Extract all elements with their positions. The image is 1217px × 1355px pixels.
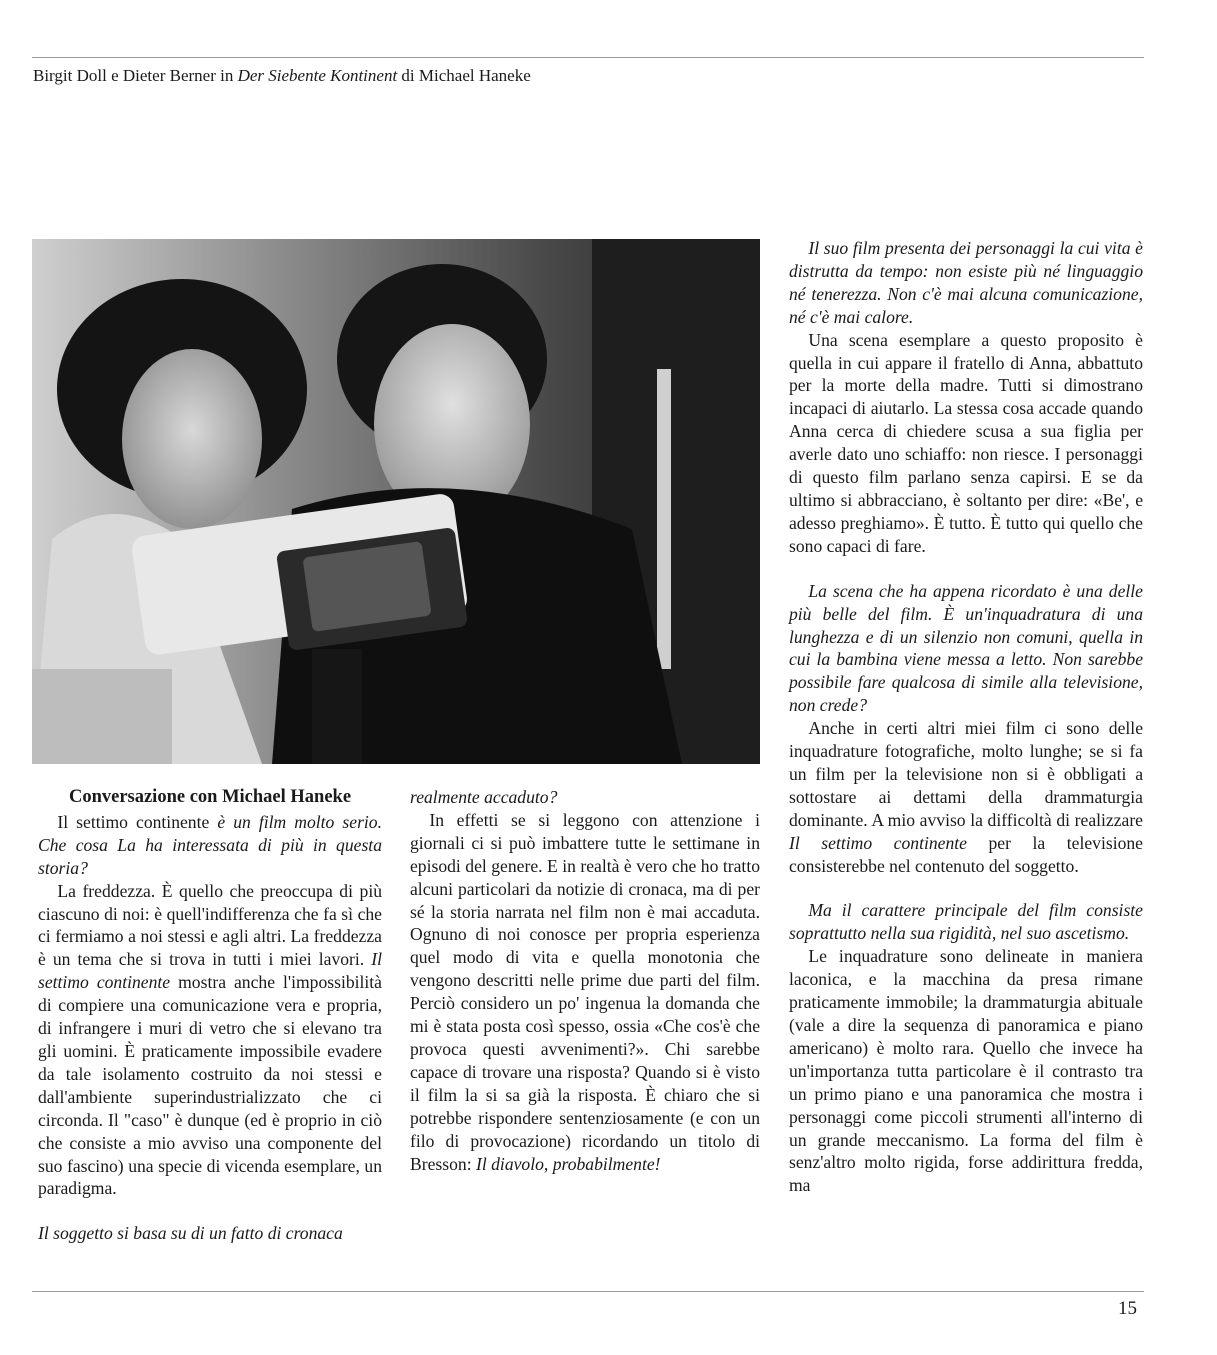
question-2-end: realmente accaduto? — [410, 787, 558, 807]
a4-part1: Anche in certi altri miei film ci sono delle inquadrature fotografiche, molto lunghe; se si fa un film per la televisione non si è obbligati a sottostare ai dettami della drammaturgia dominante. A mio avviso la difficoltà di realizzare — [789, 718, 1143, 830]
answer-4 — [789, 717, 1143, 877]
a2-title: Il diavolo, probabilmente! — [475, 1153, 661, 1174]
question-2-start: Il soggetto si basa su di un fatto di cronaca — [38, 1223, 343, 1244]
a4-part2: per la televisione consisterebbe nel contenuto del soggetto. — [789, 832, 1143, 876]
answer-1 — [38, 880, 382, 1201]
photo-caption — [33, 66, 531, 86]
a2-part1: In effetti se si leggono con attenzione i giornali ci si può imbattere tutte le settimane in episodi del genere. E in realtà è vero che ho tratto alcuni particolari da notizie di cronaca, ma di per sé la storia narrata nel film non è mai accaduta. Ognuno di noi conosce per propria esperienza quel modo di vita e quella monotonia che vengono descritti nelle prime due parti del film. Perciò considero un po' ingenua la domanda che mi è stata posta così spesso, ossia «Che cos'è che provoca questi avvenimenti?». Chi sarebbe capace di trovare una risposta? Quando si è visto il film la si sa già la risposta. È chiaro che si potrebbe rispondere sentenziosamente (e con un filo di provocazione) ricordando un titolo di Bresson: — [410, 809, 760, 1174]
interview-heading: Conversazione con Michael Haneke — [68, 787, 352, 807]
q1-rest: è un film molto serio. Che cosa La ha interessata di più in questa storia? — [38, 811, 382, 878]
column-right — [789, 237, 1143, 1197]
caption-prefix: Birgit Doll e Dieter Berner in — [33, 66, 238, 85]
column-left — [38, 786, 382, 1245]
question-5: Ma il carattere principale del film consiste soprattutto nella sua rigidità, nel suo ascetismo. — [789, 900, 1143, 944]
answer-5: Le inquadrature sono delineate in maniera laconica, e la macchina da presa rimane praticamente immobile; la drammaturgia abituale (vale a dire la sequenza di panoramica e piano americano) è molto rara. Quello che invece ha un'importanza tutta particolare è il contrasto tra un primo piano e una panoramica che mostra i personaggi come piccoli strumenti all'interno di un grande meccanismo. La forma del film è senz'altro molto rigida, forse addirittura fredda, ma — [789, 946, 1143, 1196]
caption-film-title: Der Siebente Kontinent — [237, 66, 398, 85]
a4-title: Il settimo continente — [789, 832, 967, 853]
film-still-photo — [32, 239, 760, 764]
column-middle — [410, 786, 760, 1175]
answer-3: Una scena esemplare a questo proposito è quella in cui appare il fratello di Anna, abbattuto per la morte della madre. Tutti si dimostrano incapaci di aiutarlo. La stessa cosa accade quando Anna cerca di chiedere scusa a sua figlia per averle dato uno schiaffo: non riesce. I personaggi di questo film parlano senza capirsi. E se da ultimo si abbracciano, è soltanto per dire: «Be', e adesso preghiamo». È tutto. È tutto qui quello che sono capaci di fare. — [789, 329, 1143, 556]
question-3: Il suo film presenta dei personaggi la cui vita è distrutta da tempo: non esiste più né linguaggio né tenerezza. Non c'è mai alcuna comunicazione, né c'è mai calore. — [789, 238, 1143, 327]
photo-icon — [32, 239, 760, 764]
a1-part1: La freddezza. È quello che preoccupa di più ciascuno di noi: è quell'indifferenza che fa sì che ci fermiamo a noi stessi e agli altri. La freddezza è un tema che si trova in tutti i miei lavori. — [38, 880, 382, 970]
top-rule — [32, 57, 1144, 58]
question-1 — [38, 811, 382, 880]
q1-title: Il settimo continente — [57, 811, 210, 832]
a1-part2: mostra anche l'impossibilità di compiere una comunicazione vera e propria, di infrangere i muri di vetro che si elevano tra gli uomini. È praticamente impossibile evadere da tale isolamento costruito da noi stessi e dall'ambiente superindustrializzato che ci circonda. Il "caso" è dunque (ed è proprio in ciò che consiste a mio avviso una componente del suo fascino) una specie di vicenda esemplare, un paradigma. — [38, 972, 382, 1199]
a1-title: Il settimo continente — [38, 949, 382, 993]
caption-suffix: di Michael Haneke — [397, 66, 531, 85]
answer-2 — [410, 809, 760, 1176]
question-4: La scena che ha appena ricordato è una delle più belle del film. È un'inquadratura di una lunghezza e di un silenzio non comuni, quella in cui la bambina viene messa a letto. Non sarebbe possibile fare qualcosa di simile alla televisione, non crede? — [789, 580, 1143, 716]
page-number: 15 — [1118, 1298, 1137, 1319]
bottom-rule — [32, 1291, 1144, 1292]
